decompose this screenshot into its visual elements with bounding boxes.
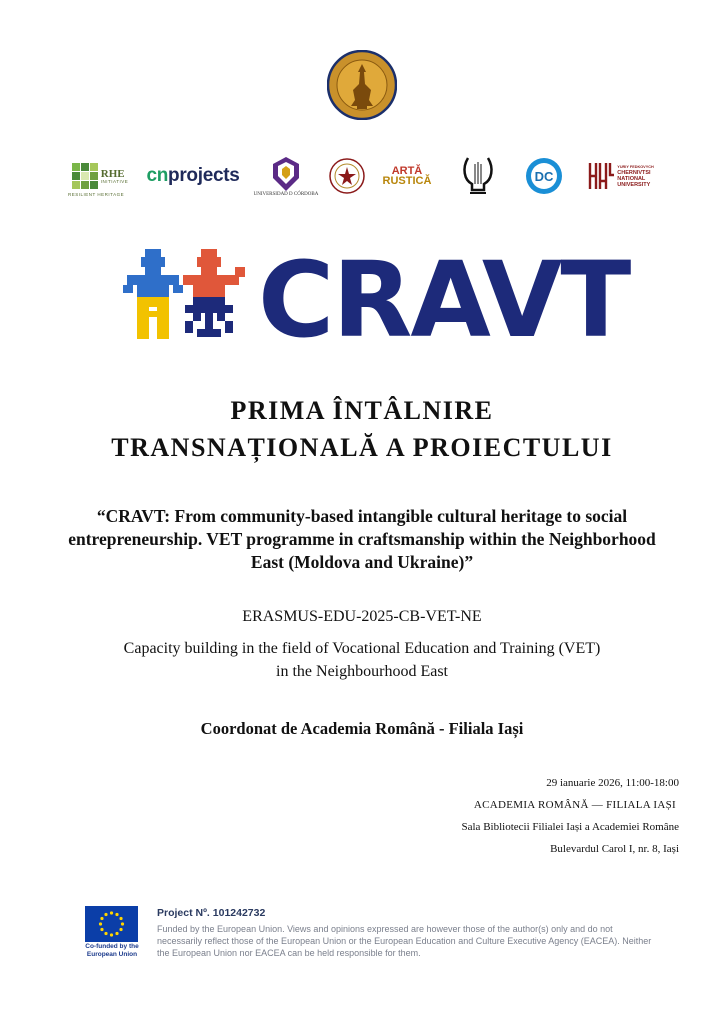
lyre-icon bbox=[460, 154, 496, 198]
cnprojects-logo bbox=[143, 150, 243, 202]
eu-star bbox=[104, 913, 107, 916]
cordoba-shield-icon bbox=[272, 156, 300, 192]
event-room: Sala Bibliotecii Filialei Iași a Academiei Române bbox=[461, 821, 679, 833]
cordoba-text: UNIVERSIDAD D CÓRDOBA bbox=[253, 191, 319, 197]
title-line-1: PRIMA ÎNTÂLNIRE bbox=[230, 396, 494, 425]
cravt-figures-icon bbox=[123, 249, 245, 341]
capacity-building-text bbox=[0, 637, 724, 683]
cnprojects-rest: projects bbox=[168, 165, 240, 186]
chernivtsi-line2: CHERNIVTSI bbox=[617, 170, 651, 176]
eu-star bbox=[115, 932, 118, 935]
eu-flag bbox=[85, 906, 138, 942]
arta-line1: ARTĂ bbox=[391, 165, 423, 177]
cravt-pixel-figures bbox=[123, 249, 245, 341]
chernivtsi-mark-icon bbox=[588, 161, 614, 191]
event-address: Bulevardul Carol I, nr. 8, Iași bbox=[550, 843, 679, 855]
arta-line2: RUSTICĂ bbox=[382, 175, 432, 187]
title-line-2: TRANSNAȚIONALĂ A PROIECTULUI bbox=[111, 433, 613, 462]
coordinator: Coordonat de Academia Română - Filiala Iași bbox=[200, 719, 524, 738]
event-date: 29 ianuarie 2026, 11:00-18:00 bbox=[546, 777, 679, 789]
program-code: ERASMUS-EDU-2025-CB-VET-NE bbox=[242, 608, 482, 625]
rhe-initiative-logo bbox=[68, 150, 132, 202]
eu-star bbox=[100, 917, 103, 920]
academia-romana-seal bbox=[327, 50, 397, 120]
emblem-icon bbox=[329, 158, 365, 194]
eu-star bbox=[119, 928, 122, 931]
rhe-main: RHE bbox=[100, 167, 125, 180]
eu-flag-icon bbox=[85, 906, 138, 942]
eu-star bbox=[115, 913, 118, 916]
eu-star bbox=[104, 932, 107, 935]
rhe-initiative: INITIATIVE bbox=[100, 178, 129, 184]
funding-disclaimer: Funded by the European Union. Views and opinions expressed are however those of the author(s) only and do not necessarily reflect those of the European Union or the European Education and Culture Executive Agency (EACEA). Neither the European Union nor EACEA can be held responsible for them. bbox=[157, 924, 652, 958]
eu-star bbox=[119, 917, 122, 920]
cravt-wordmark: CRAVT bbox=[258, 239, 630, 361]
dc-logo bbox=[524, 150, 564, 202]
chernivtsi-line3: NATIONAL bbox=[617, 176, 646, 182]
project-number: Project Nº. 101242732 bbox=[157, 907, 266, 919]
dc-circle-icon bbox=[525, 157, 563, 195]
cofunded-label: Co-funded by the European Union bbox=[85, 943, 139, 958]
round-emblem-logo bbox=[327, 150, 367, 202]
eu-star bbox=[121, 922, 124, 925]
dc-text: DC bbox=[534, 169, 554, 184]
project-quote: “CRAVT: From community-based intangible cultural heritage to social entrepreneurship. VET programme in craftsmanship within the Neighborhood East (Moldova and Ukraine)” bbox=[68, 506, 656, 572]
cnprojects-prefix: cn bbox=[146, 165, 169, 186]
eu-star bbox=[110, 911, 113, 914]
universidad-cordoba-logo bbox=[252, 150, 320, 202]
event-institution: ACADEMIA ROMÂNĂ — FILIALA IAȘI bbox=[473, 799, 676, 811]
capacity-line-1: Capacity building in the field of Vocational Education and Training (VET) bbox=[123, 640, 601, 657]
chernivtsi-university-logo bbox=[585, 150, 657, 202]
rhe-grid-icon bbox=[72, 163, 98, 189]
eu-star bbox=[110, 933, 113, 936]
chernivtsi-line1: YURIY FEDKOVYCH bbox=[617, 165, 654, 169]
arta-rustica-logo bbox=[382, 150, 432, 202]
rhe-sub: RESILIENT HERITAGE bbox=[68, 192, 125, 197]
chernivtsi-line4: UNIVERSITY bbox=[617, 182, 651, 188]
music-college-logo bbox=[458, 150, 498, 202]
capacity-line-2: in the Neighbourhood East bbox=[276, 663, 448, 680]
eu-star bbox=[100, 928, 103, 931]
eu-star bbox=[99, 922, 102, 925]
